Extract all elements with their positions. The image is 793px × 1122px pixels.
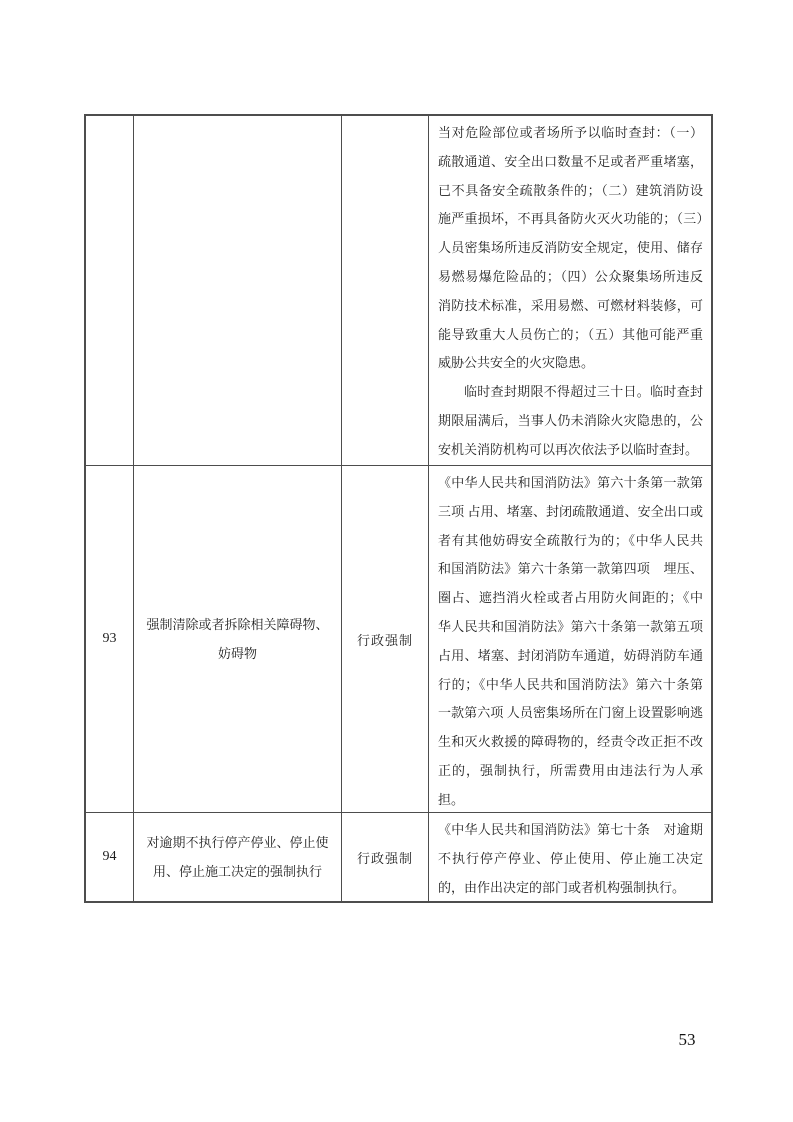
- row-continuation-item-cell: [134, 116, 342, 466]
- row-94-basis-cell: [429, 813, 711, 901]
- row-93-number: 93: [86, 466, 134, 813]
- row-94-type: 行政强制: [342, 813, 429, 901]
- basis-paragraph: 临时查封期限不得超过三十日。临时查封期限届满后，当事人仍未消除火灾隐患的，公安机关消防机构可以再次依法予以临时查封。: [438, 384, 703, 457]
- row-continuation-number-cell: [86, 116, 134, 466]
- row-93-item-cell: [134, 466, 342, 813]
- row-93-type: 行政强制: [342, 466, 429, 813]
- row-93-item-text: 强制清除或者拆除相关障碍物、妨碍物: [146, 617, 329, 661]
- enforcement-measures-table: [84, 114, 713, 903]
- row-93-basis-cell: [429, 466, 711, 813]
- basis-paragraph: 当对危险部位或者场所予以临时查封：（一）疏散通道、安全出口数量不足或者严重堵塞，已不具备安全疏散条件的；（二）建筑消防设施严重损坏，不再具备防火灭火功能的；（三）人员密集场所违反消防安全规定，使用、储存易燃易爆危险品的；（四）公众聚集场所违反消防技术标准，采用易燃、可燃材料装修，可能导致重大人员伤亡的；（五）其他可能严重威胁公共安全的火灾隐患。: [438, 125, 703, 371]
- row-94-item-cell: [134, 813, 342, 901]
- basis-paragraph: 《中华人民共和国消防法》第六十条第一款第三项 占用、堵塞、封闭疏散通道、安全出口或者有其他妨碍安全疏散行为的；《中华人民共和国消防法》第六十条第一款第四项 埋压、圈占、遮挡消火栓或者占用防火间距的；《中华人民共和国消防法》第六十条第一款第五项 占用、堵塞、封闭消防车通道，妨碍消防车通行的；《中华人民共和国消防法》第六十条第一款第六项 人员密集场所在门窗上设置影响逃生和灭火救援的障碍物的，经责令改正拒不改正的，强制执行，所需费用由违法行为人承担。: [438, 475, 703, 807]
- basis-paragraph: 《中华人民共和国消防法》第七十条 对逾期不执行停产停业、停止使用、停止施工决定的，由作出决定的部门或者机构强制执行。: [438, 822, 703, 895]
- row-continuation-type-cell: [342, 116, 429, 466]
- row-94-number: 94: [86, 813, 134, 901]
- row-continuation-basis-cell: [429, 116, 711, 466]
- page-number: 53: [678, 1030, 696, 1049]
- row-94-item-text: 对逾期不执行停产停业、停止使用、停止施工决定的强制执行: [146, 835, 329, 879]
